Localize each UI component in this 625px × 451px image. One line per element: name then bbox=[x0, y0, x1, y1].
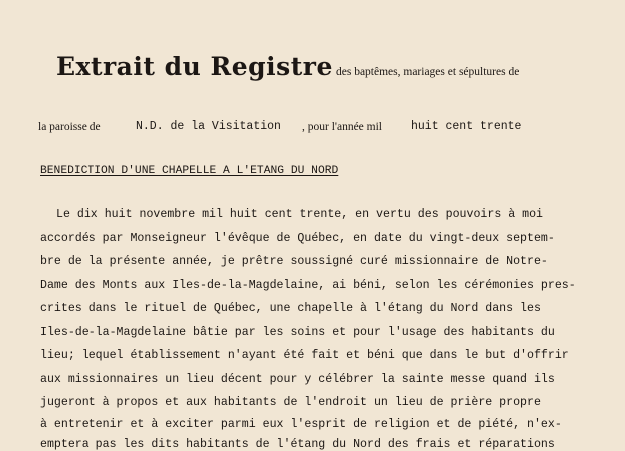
register-subtitle: des baptêmes, mariages et sépultures de bbox=[336, 66, 520, 78]
register-title: Extrait du Registre bbox=[56, 52, 333, 81]
body-line: Iles-de-la-Magdelaine bâtie par les soins et pour l'usage des habitants du bbox=[40, 326, 555, 339]
parish-value: N.D. de la Visitation bbox=[136, 120, 281, 133]
year-label: , pour l'année mil bbox=[302, 121, 382, 133]
section-heading: BENEDICTION D'UNE CHAPELLE A L'ETANG DU NORD bbox=[40, 165, 339, 177]
body-line: lieu; lequel établissement n'ayant été fait et béni que dans le but d'offrir bbox=[40, 349, 569, 362]
body-line: Dame des Monts aux Iles-de-la-Magdelaine, ai béni, selon les cérémonies pres- bbox=[40, 279, 576, 292]
year-value: huit cent trente bbox=[411, 120, 522, 133]
body-line: à entretenir et à exciter parmi eux l'esprit de religion et de piété, n'ex- bbox=[40, 418, 562, 431]
body-line: Le dix huit novembre mil huit cent trente, en vertu des pouvoirs à moi bbox=[56, 208, 544, 221]
body-line: crites dans le rituel de Québec, une chapelle à l'étang du Nord dans les bbox=[40, 302, 541, 315]
parish-label: la paroisse de bbox=[38, 121, 101, 133]
body-line: jugeront à propos et aux habitants de l'endroit un lieu de prière propre bbox=[40, 396, 541, 409]
body-line: emptera pas les dits habitants de l'étang du Nord des frais et réparations bbox=[40, 438, 555, 451]
body-line: bre de la présente année, je prêtre soussigné curé missionnaire de Notre- bbox=[40, 255, 548, 268]
body-line: accordés par Monseigneur l'évêque de Québec, en date du vingt-deux septem- bbox=[40, 232, 555, 245]
body-line: aux missionnaires un lieu décent pour y célébrer la sainte messe quand ils bbox=[40, 373, 555, 386]
